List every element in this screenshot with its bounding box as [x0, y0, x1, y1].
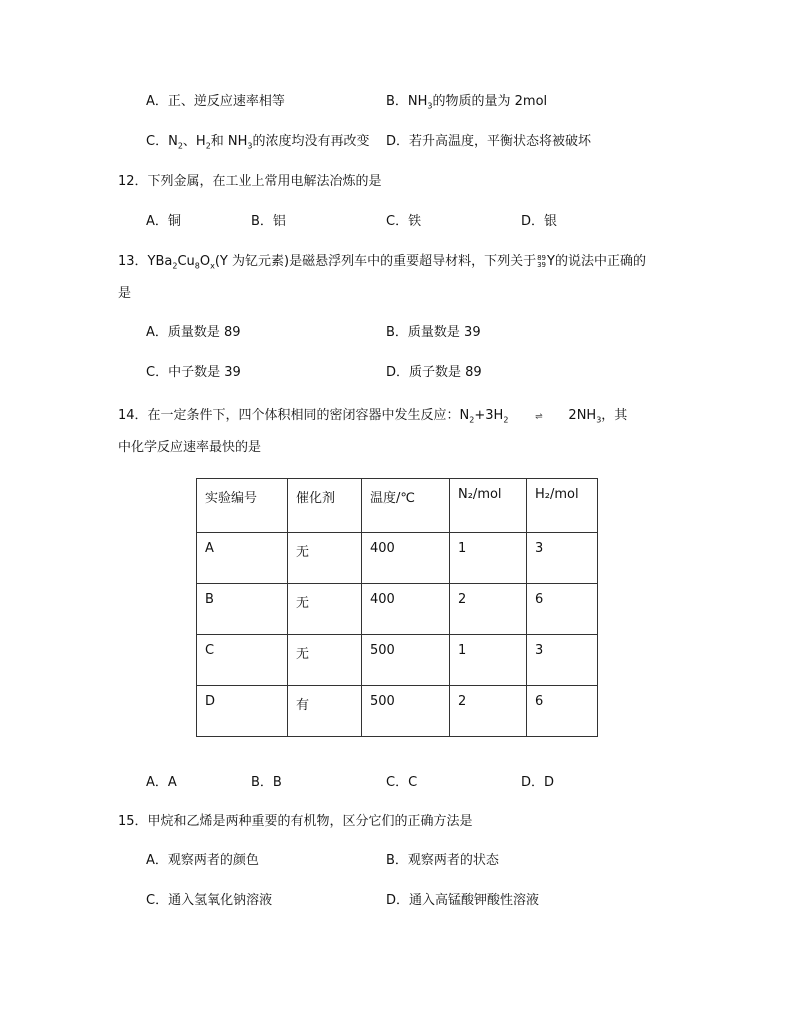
- table-cell: 400: [362, 533, 450, 584]
- q11-option-c: [146, 133, 370, 156]
- table-cell: B: [197, 584, 288, 635]
- table-cell: 无: [288, 584, 362, 635]
- table-cell: 2: [450, 584, 527, 635]
- q11-b-text: B．NH: [386, 94, 428, 109]
- q12-option-c: C．铁: [386, 214, 422, 229]
- q14-h-sub: 2: [503, 415, 509, 425]
- q13-option-a: A．质量数是 89: [146, 325, 241, 340]
- table-row: [197, 584, 598, 635]
- table-header-cell: N₂/mol: [450, 479, 527, 533]
- q13-stem: [118, 253, 646, 276]
- q15-option-b: B．观察两者的状态: [386, 853, 499, 868]
- q14-stem-text: 14．在一定条件下，四个体积相同的密闭容器中发生反应：N: [118, 408, 470, 423]
- table-row: [197, 686, 598, 737]
- experiment-table: [196, 478, 598, 737]
- q15-option-d: D．通入高锰酸钾酸性溶液: [386, 893, 540, 908]
- table-cell: 1: [450, 533, 527, 584]
- q13-option-b: B．质量数是 39: [386, 325, 481, 340]
- q13-stem-text: (Y 为钇元素)是磁悬浮列车中的重要超导材料，下列关于: [214, 254, 537, 269]
- equilibrium-arrow-icon: ⇌: [535, 412, 542, 422]
- q14-option-c: C．C: [386, 775, 418, 790]
- q13-stem-text-2: 的说法中正确的: [554, 254, 646, 269]
- q14-option-b: B．B: [251, 775, 282, 790]
- q12-stem: 12．下列金属，在工业上常用电解法冶炼的是: [118, 174, 382, 189]
- q14-stem-text-2: ，其: [601, 408, 628, 423]
- table-cell: A: [197, 533, 288, 584]
- table-row: [197, 533, 598, 584]
- table-cell: 500: [362, 686, 450, 737]
- q13-option-c: C．中子数是 39: [146, 365, 241, 380]
- q13-isotope-symbol: Y: [547, 254, 555, 269]
- table-cell: 3: [527, 533, 598, 584]
- table-cell: 6: [527, 584, 598, 635]
- q12-option-b: B．铝: [251, 214, 286, 229]
- q14-product-sub: 3: [596, 415, 602, 425]
- q13-stem-line2: 是: [118, 286, 132, 301]
- q15-option-a: A．观察两者的颜色: [146, 853, 259, 868]
- q14-reactant: +3H: [474, 408, 504, 423]
- q14-product: 2NH: [568, 408, 597, 423]
- q11-c-text-2: 、H: [182, 134, 206, 149]
- table-cell: 500: [362, 635, 450, 686]
- q14-stem: [118, 407, 627, 430]
- table-cell: 3: [527, 635, 598, 686]
- q11-c-sub2: 2: [205, 141, 211, 151]
- q13-isotope-mass: 89: [537, 253, 546, 262]
- q14-option-a: A．A: [146, 775, 177, 790]
- q14-n-sub: 2: [469, 415, 475, 425]
- q13-formula-3: O: [199, 254, 211, 269]
- q11-option-b: [386, 93, 547, 116]
- q13-option-d: D．质子数是 89: [386, 365, 482, 380]
- q12-option-d: D．银: [521, 214, 558, 229]
- table-header-cell: 实验编号: [197, 479, 288, 533]
- table-cell: 无: [288, 533, 362, 584]
- table-header-row: [197, 479, 598, 533]
- q13-isotope-number: 39: [537, 260, 546, 269]
- q13-isotope-numbers: [537, 255, 546, 269]
- q12-option-a: A．铜: [146, 214, 181, 229]
- q11-c-text-4: 的浓度均没有再改变: [252, 134, 370, 149]
- table-cell: 有: [288, 686, 362, 737]
- q11-c-text: C．N: [146, 134, 178, 149]
- q11-option-a: A．正、逆反应速率相等: [146, 94, 285, 109]
- q11-c-sub1: 2: [177, 141, 183, 151]
- q13-formula-sub3: x: [210, 261, 215, 271]
- q15-option-c: C．通入氢氧化钠溶液: [146, 893, 273, 908]
- table-cell: 2: [450, 686, 527, 737]
- q11-option-d: D．若升高温度，平衡状态将被破坏: [386, 134, 592, 149]
- q13-number: 13．: [118, 254, 148, 269]
- q14-option-d: D．D: [521, 775, 555, 790]
- table-header-cell: 温度/℃: [362, 479, 450, 533]
- q14-stem-line2: 中化学反应速率最快的是: [118, 440, 262, 455]
- q15-stem: 15．甲烷和乙烯是两种重要的有机物，区分它们的正确方法是: [118, 814, 473, 829]
- q13-formula-sub2: 8: [194, 261, 200, 271]
- table-cell: 1: [450, 635, 527, 686]
- table-header-cell: 催化剂: [288, 479, 362, 533]
- q11-b-subscript: 3: [427, 101, 433, 111]
- q13-formula: YBa: [147, 254, 173, 269]
- table-cell: D: [197, 686, 288, 737]
- table-row: [197, 635, 598, 686]
- q13-formula-sub1: 2: [172, 261, 178, 271]
- table-header-cell: H₂/mol: [527, 479, 598, 533]
- q11-c-sub3: 3: [247, 141, 253, 151]
- q13-formula-2: Cu: [177, 254, 195, 269]
- q11-b-text-2: 的物质的量为 2mol: [432, 94, 548, 109]
- q11-c-text-3: 和 NH: [210, 134, 248, 149]
- table-cell: 400: [362, 584, 450, 635]
- table-cell: 6: [527, 686, 598, 737]
- table-cell: C: [197, 635, 288, 686]
- table-cell: 无: [288, 635, 362, 686]
